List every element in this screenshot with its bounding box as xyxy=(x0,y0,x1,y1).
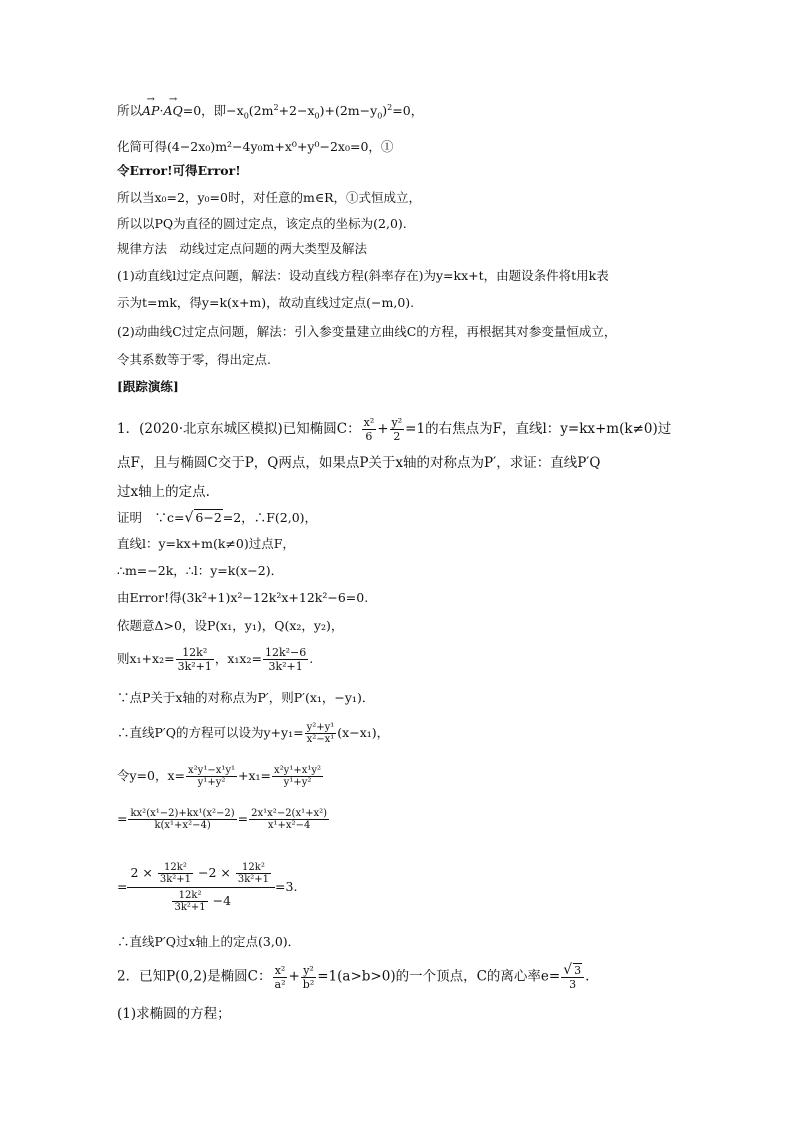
text-segment: +2−x xyxy=(278,103,315,118)
text-segment: 1．(2020·北京东城区模拟)已知椭圆C： xyxy=(117,421,361,437)
text-segment: ，x₁x₂= xyxy=(214,651,262,666)
text-line: 令其系数等于零，得出定点. xyxy=(117,352,271,367)
text-segment: . xyxy=(309,651,314,666)
text-line: 示为t=mk，得y=k(x+m)，故动直线过定点(−m,0). xyxy=(117,295,415,310)
text-segment: 2．已知P(0,2)是椭圆C： xyxy=(117,968,272,985)
text-line: 规律方法 动线过定点问题的两大类型及解法 xyxy=(117,241,368,256)
proof-line xyxy=(117,722,389,745)
fraction: $\frac{\text{x²y¹−x¹y¹}}{\text{y¹+y²}}$ xyxy=(188,765,236,788)
proof-line xyxy=(117,765,324,788)
fraction: $\frac{\text{12k²}}{\text{3k²+1}}$ xyxy=(177,646,212,673)
text-line: (1)动直线l过定点问题，解法：设动直线方程(斜率存在)为y=kx+t，由题设条件将t用k表 xyxy=(117,268,609,283)
compound-fraction: 2 × $\frac{\text{12k²}}{\text{3k²+1}}$ −2 × $\frac{\text{12k²}}{\text{3k²+1}}$ $\frac{\text{12k²}}{\text{3k²+1}}$ −4 xyxy=(127,862,275,913)
text-segment: (x−x₁)， xyxy=(337,725,390,740)
proof-line: ∵点P关于x轴的对称点为P′，则P′(x₁，−y₁)． xyxy=(117,690,375,705)
text-line: 所以以PQ为直径的圆过定点，该定点的坐标为(2,0). xyxy=(117,216,407,231)
problem-1-line-3: 过x轴上的定点. xyxy=(117,484,210,500)
text-line: 所以当x₀=2，y₀=0时，对任意的m∈R，①式恒成立， xyxy=(117,190,422,205)
fraction: $\frac{\text{2x¹x²−2(x¹+x²)}}{\text{x¹+x²−4}}$ xyxy=(251,808,328,831)
text-segment: =3. xyxy=(275,879,298,894)
fraction: $\frac{\text{12k²−6}}{\text{3k²+1}}$ xyxy=(264,646,307,673)
fraction: $\frac{\text{y²+y¹}}{\text{x²−x¹}}$ xyxy=(306,722,335,745)
text-line: 化简可得(4−2x₀)m²−4y₀m+x⁰+y⁰−2x₀=0，① xyxy=(117,139,394,154)
proof-line: ∴m=−2k，∴l：y=k(x−2)． xyxy=(117,563,284,578)
fraction: $\frac{\text{x²}}{6}$ xyxy=(363,416,375,443)
text-segment: )+(2m−y xyxy=(319,103,378,118)
text-segment: ) xyxy=(382,103,388,118)
proof-line xyxy=(117,646,313,673)
problem-1-line-1: 1．(2020·北京东城区模拟)已知椭圆C： $\frac{\text{x²}}{6}$ + $\frac{\text{y²}}{2}$ =1的右焦点为F，直线l：y=kx+m(k≠0)过 xyxy=(117,416,672,443)
text-segment: = xyxy=(117,811,128,826)
proof-line: 由Error!得(3k²+1)x²−12k²x+12k²−6=0. xyxy=(117,590,369,605)
text-line: 令Error!可得Error! xyxy=(117,163,241,178)
sqrt-expression: 6−2 xyxy=(195,510,222,525)
proof-line: 依题意Δ>0，设P(x₁，y₁)，Q(x₂，y₂)， xyxy=(117,618,344,633)
text-segment: = xyxy=(237,811,249,826)
proof-line xyxy=(117,862,297,913)
proof-line: 证明 ∵c=√ 6−2=2，∴F(2,0)， xyxy=(117,510,318,526)
text-segment: 令y=0，x= xyxy=(117,768,186,783)
fraction: $\frac{\text{x²}}{\text{a²}}$ xyxy=(274,963,286,991)
text-segment: 证明 ∵c= xyxy=(117,510,185,525)
text-segment: 所以 xyxy=(117,103,143,118)
text-segment: 则x₁+x₂= xyxy=(117,651,175,666)
section-heading: [跟踪演练] xyxy=(117,379,179,394)
text-line: (2)动曲线C过定点问题，解法：引入参变量建立曲线C的方程，再根据其对参变量恒成立， xyxy=(117,324,617,339)
vector-AP: → AP xyxy=(142,103,159,119)
fraction: $\frac{\text{kx²(x¹−2)+kx¹(x²−2)}}{\text{k(x¹+x²−4)}}$ xyxy=(130,808,235,831)
text-segment: =2，∴F(2,0)， xyxy=(222,510,318,525)
proof-line: ∴直线P′Q过x轴上的定点(3,0)． xyxy=(117,934,301,949)
problem-2-line-1: 2．已知P(0,2)是椭圆C： $\frac{\text{x²}}{\text{a²}}$ + $\frac{\text{y²}}{\text{b²}}$ =1(a>b>0)的一个顶点，C的离心率e= $\frac{√ 3}{3}$ . xyxy=(117,962,590,991)
fraction: $\frac{\text{y²}}{2}$ xyxy=(391,416,403,443)
problem-1-line-2: 点F，且与椭圆C交于P，Q两点，如果点P关于x轴的对称点为P′，求证：直线P′Q xyxy=(117,455,601,471)
text-line: 所以→ AP·→ AQ=0，即$-x_0(2m^2+2-x_0)+(2m-y_0)^2=0$， xyxy=(117,103,423,119)
text-segment: =0，即−x xyxy=(182,103,244,118)
text-segment: ∴直线P′Q的方程可以设为y+y₁= xyxy=(117,725,304,740)
text-segment: +x₁= xyxy=(238,768,272,783)
proof-line: 直线l：y=kx+m(k≠0)过点F， xyxy=(117,536,295,551)
text-segment: . xyxy=(585,968,590,985)
text-segment: =1(a>b>0)的一个顶点，C的离心率e= xyxy=(317,968,561,985)
text-segment: (2m xyxy=(248,103,274,118)
problem-2-line-2: (1)求椭圆的方程； xyxy=(117,1006,231,1022)
text-segment: = xyxy=(117,879,128,894)
fraction: $\frac{\text{y²}}{\text{b²}}$ xyxy=(302,963,315,991)
fraction: $\frac{\text{x²y¹+x¹y²}}{\text{y¹+y²}}$ xyxy=(274,765,322,788)
fraction: $\frac{√ 3}{3}$ xyxy=(561,963,584,991)
text-segment: =0， xyxy=(392,103,424,118)
text-segment: =1的右焦点为F，直线l：y=kx+m(k≠0)过 xyxy=(405,421,672,437)
proof-line xyxy=(117,808,330,831)
vector-AQ: → AQ xyxy=(163,103,182,119)
